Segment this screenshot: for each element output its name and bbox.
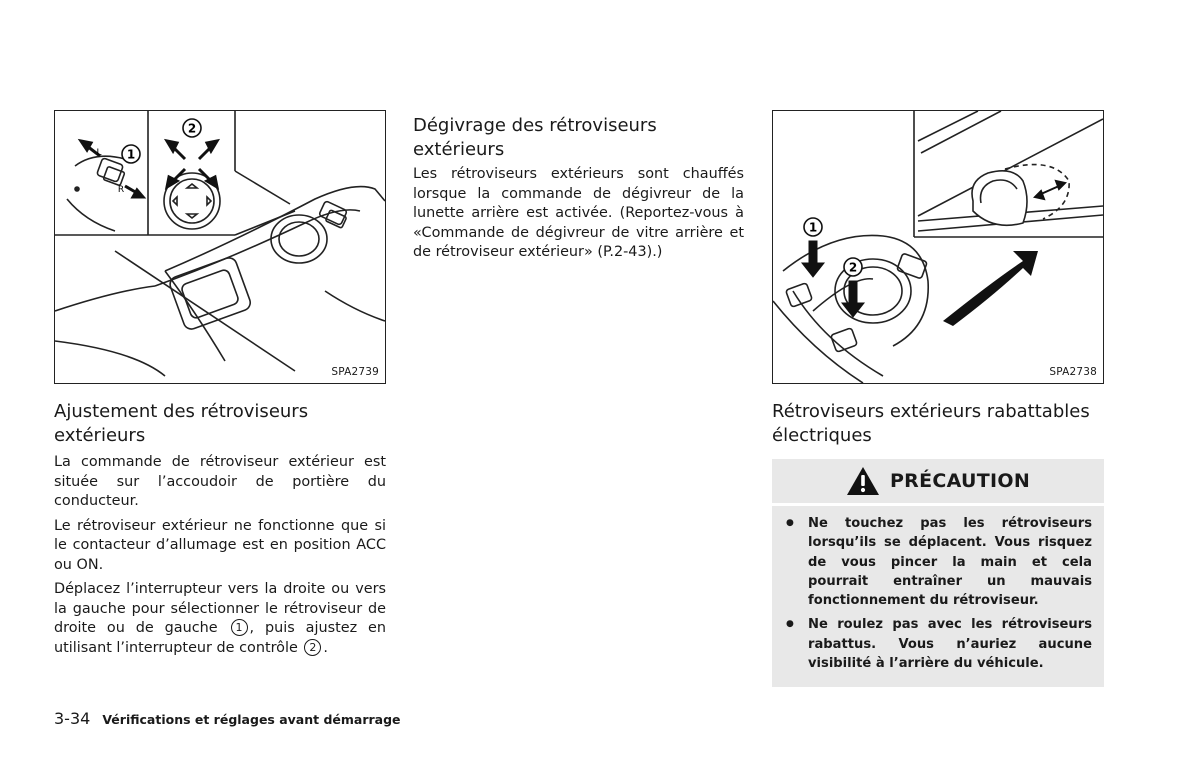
figure-code: SPA2739 (331, 366, 379, 378)
caution-list (772, 506, 1104, 684)
fold-arrow (943, 251, 1038, 326)
page-number: 3-34 (54, 709, 91, 728)
mirror-switch-illustration (54, 110, 386, 384)
caution-item: ● Ne roulez pas avec les rétroviseurs rabattus. Vous n’auriez aucune visibilité à l’arrière du véhicule. (808, 615, 1092, 673)
caution-box (772, 459, 1104, 687)
section-heading-folding: Rétroviseurs extérieurs rabattables électriques (772, 401, 1090, 446)
section-heading-adjustment: Ajustement des rétroviseurs extérieurs (54, 401, 309, 446)
adjustment-paragraph-3-part-a: Déplacez l’interrupteur vers la droite ou vers la gauche pour sélectionner le rétroviseur de droite ou de gauche (54, 581, 386, 636)
chapter-title: Vérifications et réglages avant démarrage (102, 712, 401, 727)
figure-code: SPA2738 (1049, 366, 1097, 378)
inline-callout-2: 2 (304, 639, 321, 656)
callout-2-text: 2 (848, 260, 858, 275)
caution-header (772, 459, 1104, 506)
adjustment-paragraph-2: Le rétroviseur extérieur ne fonctionne que si le contacteur d’allumage est en position ACC ou ON. (54, 517, 386, 573)
switch-letter-l: L (96, 148, 102, 158)
page-footer (54, 709, 401, 728)
inline-callout-1: 1 (231, 619, 248, 636)
adjustment-paragraph-1: La commande de rétroviseur extérieur est située sur l’accoudoir de portière du conducteur. (54, 454, 386, 509)
callout-2-text: 2 (187, 121, 197, 136)
adjustment-text (54, 453, 386, 663)
defrost-paragraph: Les rétroviseurs extérieurs sont chauffés lorsque la commande de dégivreur de la lunette arrière est activée. (Reportez-vous à «Commande de dégivreur de vitre arrière et de rétroviseur extérieur» (P.2-43).) (413, 166, 744, 260)
folding-mirror-illustration (772, 110, 1104, 384)
switch-letter-r: R (117, 185, 125, 195)
adjustment-paragraph-3 (54, 580, 386, 658)
callout-1-text: 1 (126, 147, 136, 162)
adjustment-paragraph-3-part-b: , puis ajustez en utilisant l’interrupteur de contrôle (54, 620, 386, 656)
caution-item: ● Ne touchez pas les rétroviseurs lorsqu’ils se déplacent. Vous risquez de vous pincer la main et cela pourrait entraîner un mauvais fonctionnement du rétroviseur. (808, 514, 1092, 610)
caution-title: PRÉCAUTION (889, 470, 1031, 492)
section-heading-defrost: Dégivrage des rétroviseurs extérieurs (413, 115, 657, 160)
mirror-switch-drawing (55, 111, 385, 383)
warning-triangle-icon (846, 466, 880, 496)
callout-1-text: 1 (808, 220, 818, 235)
folding-mirror-drawing (773, 111, 1103, 383)
adjustment-paragraph-3-part-c: . (323, 639, 328, 656)
